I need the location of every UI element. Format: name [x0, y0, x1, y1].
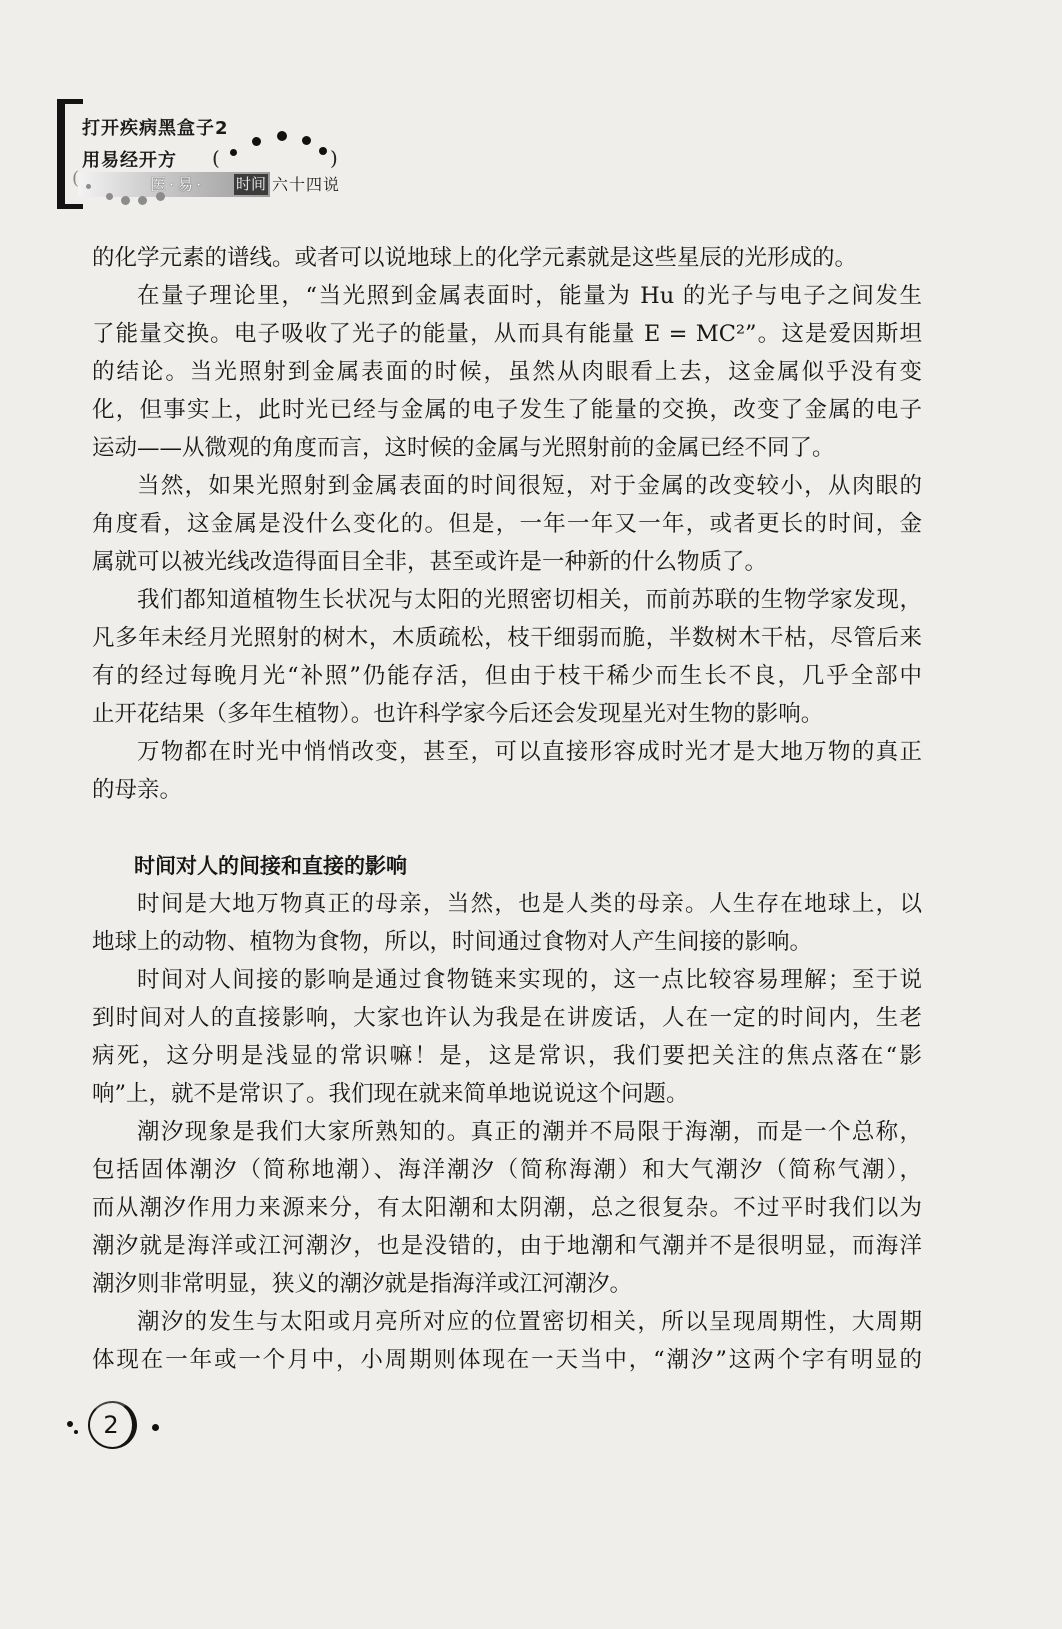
text-line: 时间是大地万物真正的母亲，当然，也是人类的母亲。人生存在地球上，以 — [137, 891, 922, 917]
dot-ornament — [106, 193, 113, 200]
page-number: 2 — [103, 1411, 119, 1439]
dot-ornament — [230, 149, 237, 156]
text-line: 病死，这分明是浅显的常识嘛！是，这是常识，我们要把关注的焦点落在“影 — [92, 1043, 922, 1069]
dot-ornament — [121, 196, 130, 205]
dot-ornament — [67, 1421, 73, 1427]
paragraph-gap — [92, 809, 922, 847]
text-line: 属就可以被光线改造得面目全非，甚至或许是一种新的什么物质了。 — [92, 549, 768, 575]
text-line: 而从潮汐作用力来源来分，有太阳潮和太阴潮，总之很复杂。不过平时我们以为 — [92, 1195, 922, 1221]
body-text — [92, 239, 922, 1379]
text-line: 化，但事实上，此时光已经与金属的电子发生了能量的交换，改变了金属的电子 — [92, 397, 922, 423]
text-line: 止开花结果（多年生植物）。也许科学家今后还会发现星光对生物的影响。 — [92, 701, 824, 727]
series-highlight: 时间 — [235, 175, 266, 193]
text-line: 时间对人间接的影响是通过食物链来实现的，这一点比较容易理解；至于说 — [137, 967, 922, 993]
text-line: 到时间对人的直接影响，大家也许认为我是在讲废话，人在一定的时间内，生老 — [92, 1005, 922, 1031]
text-line: 潮汐的发生与太阳或月亮所对应的位置密切相关，所以呈现周期性，大周期 — [137, 1309, 922, 1335]
text-line: 凡多年未经月光照射的树木，木质疏松，枝干细弱而脆，半数树木干枯，尽管后来 — [92, 625, 922, 651]
left-paren-ornament: ( — [212, 146, 220, 170]
dot-ornament — [277, 131, 287, 141]
text-line: 响”上，就不是常识了。我们现在就来简单地说说这个问题。 — [92, 1081, 689, 1107]
dot-ornament — [319, 147, 327, 155]
text-line: 运动——从微观的角度而言，这时候的金属与光照射前的金属已经不同了。 — [92, 435, 835, 461]
text-line: 了能量交换。电子吸收了光子的能量，从而具有能量 E = MC²”。这是爱因斯坦 — [92, 321, 922, 347]
text-line: 的母亲。 — [92, 777, 183, 803]
bracket-bottom-arm — [57, 204, 83, 209]
bracket-bar — [57, 99, 65, 209]
text-line: 万物都在时光中悄悄改变，甚至，可以直接形容成时光才是大地万物的真正 — [137, 739, 922, 765]
series-suffix: 六十四说 — [272, 175, 341, 194]
text-line: 潮汐现象是我们大家所熟知的。真正的潮并不局限于海潮，而是一个总称， — [137, 1119, 922, 1145]
dot-ornament — [138, 196, 147, 205]
text-line: 的结论。当光照射到金属表面的时候，虽然从肉眼看上去，这金属似乎没有变 — [92, 359, 922, 385]
series-prefix: 医·易· — [150, 175, 205, 194]
dot-ornament — [302, 136, 311, 145]
dot-ornament — [74, 1430, 78, 1434]
bracket-top-arm — [57, 99, 83, 104]
text-line: 角度看，这金属是没什么变化的。但是，一年一年又一年，或者更长的时间，金 — [92, 511, 922, 537]
small-paren-ornament: ( — [72, 168, 80, 189]
text-line: 潮汐就是海洋或江河潮汐，也是没错的，由于地潮和气潮并不是很明显，而海洋 — [92, 1233, 922, 1259]
text-line: 当然，如果光照射到金属表面的时间很短，对于金属的改变较小，从肉眼的 — [137, 473, 922, 499]
book-title: 打开疾病黑盒子2 — [82, 118, 229, 139]
text-line: 地球上的动物、植物为食物，所以，时间通过食物对人产生间接的影响。 — [92, 929, 813, 955]
text-line: 我们都知道植物生长状况与太阳的光照密切相关，而前苏联的生物学家发现， — [137, 587, 922, 613]
dot-ornament — [152, 1424, 159, 1431]
text-line: 在量子理论里，“当光照到金属表面时，能量为 Hu 的光子与电子之间发生 — [137, 283, 922, 309]
text-line: 包括固体潮汐（简称地潮）、海洋潮汐（简称海潮）和大气潮汐（简称气潮）， — [92, 1157, 922, 1183]
text-line: 潮汐则非常明显，狭义的潮汐就是指海洋或江河潮汐。 — [92, 1271, 633, 1297]
right-paren-ornament: ) — [330, 146, 338, 170]
book-subtitle: 用易经开方 — [82, 150, 177, 171]
dot-ornament — [252, 137, 261, 146]
text-line: 体现在一年或一个月中，小周期则体现在一天当中，“潮汐”这两个字有明显的 — [92, 1347, 922, 1373]
text-line: 的化学元素的谱线。或者可以说地球上的化学元素就是这些星辰的光形成的。 — [92, 245, 858, 271]
text-line: 有的经过每晚月光“补照”仍能存活，但由于枝干稀少而生长不良，几乎全部中 — [92, 663, 922, 689]
section-heading: 时间对人的间接和直接的影响 — [134, 854, 407, 878]
dot-ornament — [86, 184, 91, 189]
